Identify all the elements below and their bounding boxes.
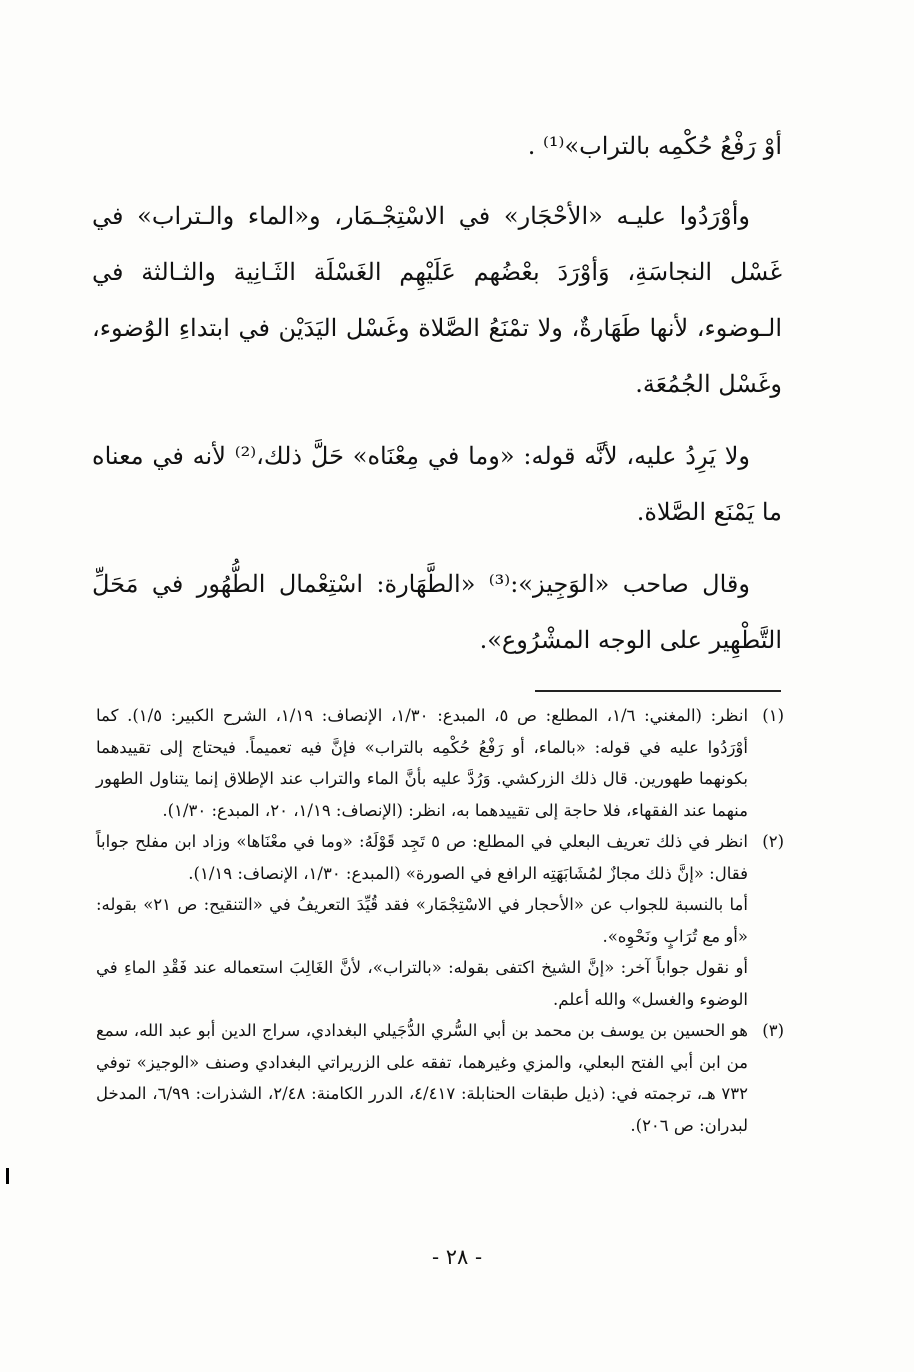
footnote-text: انظر: (المغني: ١/٦، المطلع: ص ٥، المبدع: ١/٣٠، الإنصاف: ١/١٩، الشرح الكبير: ١/٥). كما أوْرَدُوا عليه في قوله: «بالماء، أو رَفْعُ حُكْمِه بالتراب» فإنَّ فيه تعميماً. فيحتاج إلى تقييدهما بكونهما طهورين. قال ذلك الزركشي. وَرُدَّ عليه بأنَّ الماء والتراب عند الإطلاق إنما يتناول الطهور منهما عند الفقهاء، فلا حاجة إلى تقييدهما به، انظر: (الإنصاف: ١/١٩، ٢٠، المبدع: ١/٣٠). bbox=[96, 706, 749, 820]
main-text bbox=[92, 118, 782, 684]
footnote-text: هو الحسين بن يوسف بن محمد بن أبي السُّري الدُّجَيلي البغدادي، سراج الدين أبو عبد الله، سمع من ابن أبي الفتح البعلي، والمزي وغيرهما، تفقه على الزريراتي البغدادي وصنف «الوجيز» توفي ٧٣٢ هـ، ترجمته في: (ذيل طبقات الحنابلة: ٤/٤١٧، الدرر الكامنة: ٢/٤٨، الشذرات: ٦/٩٩، المدخل لبدران: ص ٢٠٦). bbox=[96, 1021, 749, 1135]
footnote-number: (٣) bbox=[762, 1021, 784, 1040]
paragraph-2: وأوْرَدُوا عليـه «الأحْجَار» في الاسْتِجْـمَار، و«الماء والـتراب» في غَسْل النجاسَةِ، وَأوْرَدَ بعْضُهم عَلَيْهِم الغَسْلَة الثَـانِية والثـالثة في الـوضوء، لأنها طَهَارةٌ، ولا تمْنَعُ الصَّلاة وغَسْل اليَدَيْن في ابتداءِ الوُضوء، وغَسْل الجُمُعَة. bbox=[92, 202, 782, 398]
footnote-number: (١) bbox=[762, 706, 784, 725]
paragraph-4: وقال صاحب «الوَجِيز»:⁽³⁾ «الطَّهَارة: اسْتِعْمال الطُّهُور في مَحَلِّ التَّطْهِير على الوجه المشْرُوع». bbox=[92, 570, 782, 654]
footnote-2-continuation-1: أما بالنسبة للجواب عن «الأحجار في الاسْتِجْمَار» فقد قُيِّدَ التعريفُ في «التنقيح: ص ٢١» بقوله: «أو مع تُرَابٍ ونَحْوِه». bbox=[96, 895, 748, 946]
footnote-text: انظر في ذلك تعريف البعلي في المطلع: ص ٥ تَجِد قَوْلَهُ: «وما في معْنَاها» وزاد ابن مفلح جواباً فقال: «إنَّ ذلك مجازٌ لمُشَابَهَتِه الرافع في الصورة» (المبدع: ١/٣٠، الإنصاف: ١/١٩). bbox=[96, 832, 748, 883]
footnote-3 bbox=[96, 1015, 784, 1141]
footnotes bbox=[96, 700, 784, 1141]
page-number: - ٢٨ - bbox=[431, 1245, 483, 1269]
footnote-2 bbox=[96, 826, 784, 889]
paragraph-1: أوْ رَفْعُ حُكْمِه بالتراب»⁽¹⁾ . bbox=[527, 132, 782, 160]
footnote-number: (٢) bbox=[762, 832, 784, 851]
footnote-divider bbox=[535, 690, 781, 692]
footnote-2-continuation-2: أو نقول جواباً آخر: «إنَّ الشيخ اكتفى بقوله: «بالتراب»، لأنَّ الغَالِبَ استعماله عند فَقْدِ الماءِ في الوضوء والغسل» والله أعلم. bbox=[96, 958, 748, 1009]
paragraph-3: ولا يَرِدُ عليه، لأنَّه قوله: «وما في مِعْنَاه» حَلَّ ذلك،⁽²⁾ لأنه في معناه ما يَمْنَع الصَّلاة. bbox=[92, 442, 782, 526]
footnote-1 bbox=[96, 700, 784, 826]
scan-edge-mark bbox=[6, 1168, 9, 1184]
